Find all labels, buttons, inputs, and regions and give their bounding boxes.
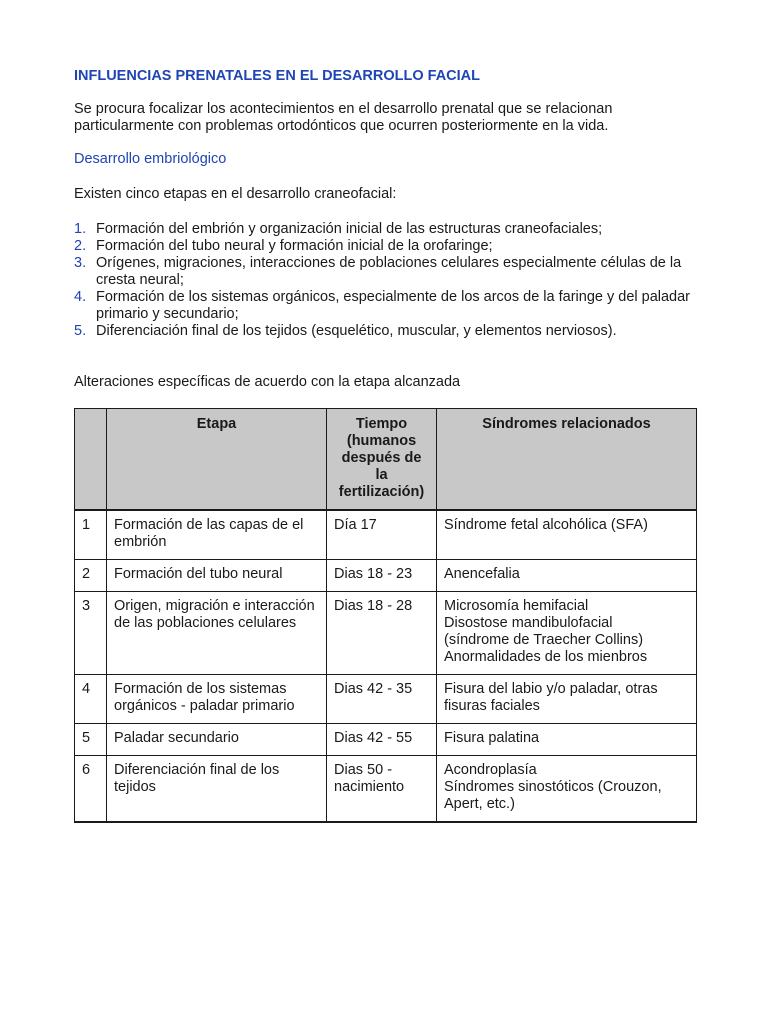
cell-sindromes <box>437 756 697 823</box>
cell-num: 4 <box>75 675 107 724</box>
table-row <box>75 560 697 592</box>
cell-etapa: Formación de los sistemas orgánicos - paladar primario <box>107 675 327 724</box>
cell-num: 2 <box>75 560 107 592</box>
table-row <box>75 510 697 560</box>
cell-tiempo: Dias 42 - 35 <box>327 675 437 724</box>
list-text: Formación del tubo neural y formación inicial de la orofaringe; <box>96 238 493 254</box>
cell-etapa: Formación de las capas de el embrión <box>107 510 327 560</box>
sindrome-line: Microsomía hemifacial <box>444 598 589 614</box>
stages-lead: Existen cinco etapas en el desarrollo craneofacial: <box>74 186 397 202</box>
cell-tiempo: Dias 18 - 23 <box>327 560 437 592</box>
table-header-row <box>75 409 697 511</box>
document-page <box>74 68 696 823</box>
list-number: 4. <box>74 289 87 305</box>
list-number: 1. <box>74 221 87 237</box>
section-subtitle: Desarrollo embriológico <box>74 151 227 167</box>
list-item <box>74 255 696 289</box>
cell-tiempo: Dias 18 - 28 <box>327 592 437 675</box>
cell-num: 1 <box>75 510 107 560</box>
header-etapa: Etapa <box>107 409 327 511</box>
cell-etapa: Origen, migración e interacción de las poblaciones celulares <box>107 592 327 675</box>
stages-list <box>74 221 696 340</box>
list-text: Formación del embrión y organización inicial de las estructuras craneofaciales; <box>96 221 603 237</box>
table-row <box>75 724 697 756</box>
table-row <box>75 756 697 823</box>
cell-tiempo: Dias 50 - nacimiento <box>327 756 437 823</box>
list-item <box>74 323 696 340</box>
list-text: Formación de los sistemas orgánicos, especialmente de los arcos de la faringe y del paladar primario y secundario; <box>96 289 691 322</box>
list-number: 3. <box>74 255 87 271</box>
table-row <box>75 592 697 675</box>
cell-etapa: Diferenciación final de los tejidos <box>107 756 327 823</box>
header-num <box>75 409 107 511</box>
stages-table <box>74 408 697 823</box>
cell-sindromes <box>437 510 697 560</box>
cell-sindromes <box>437 560 697 592</box>
cell-sindromes <box>437 675 697 724</box>
list-item <box>74 221 696 238</box>
document-title: INFLUENCIAS PRENATALES EN EL DESARROLLO FACIAL <box>74 68 481 84</box>
intro-paragraph: Se procura focalizar los acontecimientos en el desarrollo prenatal que se relacionan particularmente con problemas ortodónticos que ocurren posteriormente en la vida. <box>74 101 613 134</box>
list-item <box>74 289 696 323</box>
cell-num: 6 <box>75 756 107 823</box>
sindrome-line: Disostose mandibulofacial <box>444 615 613 631</box>
table-row <box>75 675 697 724</box>
cell-num: 3 <box>75 592 107 675</box>
list-item <box>74 238 696 255</box>
cell-etapa: Paladar secundario <box>107 724 327 756</box>
sindrome-line: Síndromes sinostóticos (Crouzon, Apert, etc.) <box>444 779 662 812</box>
sindrome-line: Síndrome fetal alcohólica (SFA) <box>444 517 648 533</box>
cell-tiempo: Día 17 <box>327 510 437 560</box>
sindrome-line: (síndrome de Traecher Collins) <box>444 632 644 648</box>
cell-num: 5 <box>75 724 107 756</box>
list-number: 2. <box>74 238 87 254</box>
sindrome-line: Acondroplasía <box>444 762 537 778</box>
header-tiempo: Tiempo (humanos después de la fertilización) <box>327 409 437 511</box>
sindrome-line: Anormalidades de los mienbros <box>444 649 648 665</box>
sindrome-line: Anencefalia <box>444 566 520 582</box>
cell-etapa: Formación del tubo neural <box>107 560 327 592</box>
cell-sindromes <box>437 592 697 675</box>
table-caption: Alteraciones específicas de acuerdo con la etapa alcanzada <box>74 374 461 390</box>
cell-sindromes <box>437 724 697 756</box>
cell-tiempo: Dias 42 - 55 <box>327 724 437 756</box>
sindrome-line: Fisura del labio y/o paladar, otras fisuras faciales <box>444 681 658 714</box>
list-text: Orígenes, migraciones, interacciones de poblaciones celulares especialmente células de la cresta neural; <box>96 255 682 288</box>
list-number: 5. <box>74 323 87 339</box>
header-sindromes: Síndromes relacionados <box>437 409 697 511</box>
sindrome-line: Fisura palatina <box>444 730 540 746</box>
list-text: Diferenciación final de los tejidos (esquelético, muscular, y elementos nerviosos). <box>96 323 617 339</box>
